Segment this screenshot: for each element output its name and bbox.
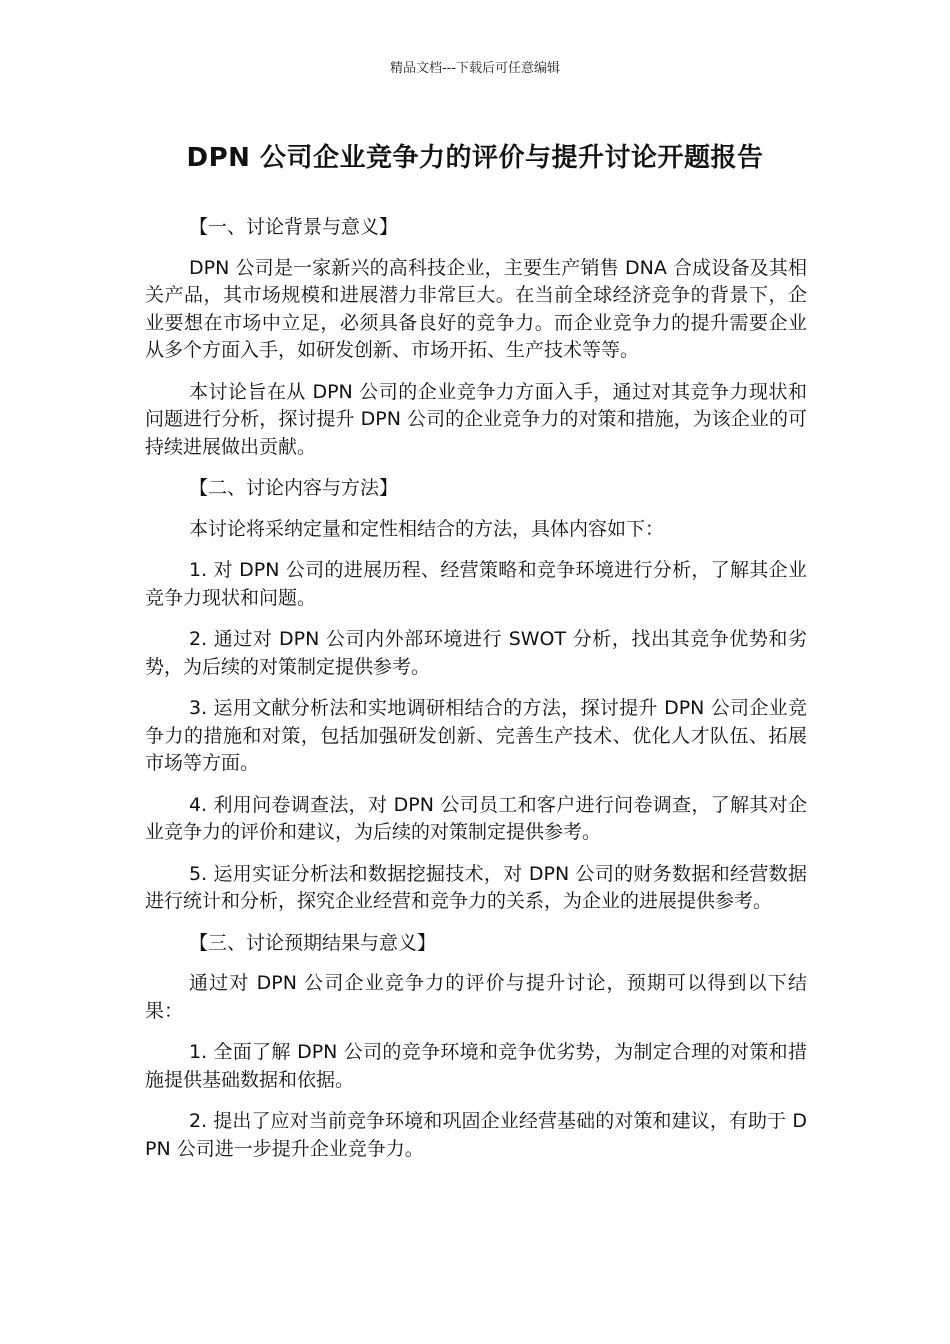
list-item: 1. 全面了解 DPN 公司的竞争环境和竞争优劣势，为制定合理的对策和措施提供基础数据和依据。 bbox=[145, 1041, 807, 1091]
section-heading-content-method: 【二、讨论内容与方法】 bbox=[189, 477, 399, 499]
section-heading-background: 【一、讨论背景与意义】 bbox=[189, 216, 399, 238]
paragraph: 本讨论旨在从 DPN 公司的企业竞争力方面入手，通过对其竞争力现状和问题进行分析，探讨提升 DPN 公司的企业竞争力的对策和措施，为该企业的可持续进展做出贡献。 bbox=[145, 380, 807, 458]
header-note: 精品文档---下载后可任意编辑 bbox=[389, 61, 561, 76]
document-body bbox=[145, 214, 807, 1177]
list-item: 5. 运用实证分析法和数据挖掘技术，对 DPN 公司的财务数据和经营数据进行统计和分析，探究企业经营和竞争力的关系，为企业的进展提供参考。 bbox=[145, 862, 807, 912]
list-item: 2. 通过对 DPN 公司内外部环境进行 SWOT 分析，找出其竞争优势和劣势，为后续的对策制定提供参考。 bbox=[145, 628, 807, 678]
list-item: 3. 运用文献分析法和实地调研相结合的方法，探讨提升 DPN 公司企业竞争力的措施和对策，包括加强研发创新、完善生产技术、优化人才队伍、拓展市场等方面。 bbox=[145, 697, 807, 774]
document-title: DPN 公司企业竞争力的评价与提升讨论开题报告 bbox=[186, 143, 764, 173]
paragraph: DPN 公司是一家新兴的高科技企业，主要生产销售 DNA 合成设备及其相关产品，其市场规模和进展潜力非常巨大。在当前全球经济竞争的背景下，企业要想在市场中立足，必须具备良好的竞争力。而企业竞争力的提升需要企业从多个方面入手，如研发创新、市场开拓、生产技术等等。 bbox=[145, 256, 807, 361]
list-item: 1. 对 DPN 公司的进展历程、经营策略和竞争环境进行分析，了解其企业竞争力现状和问题。 bbox=[145, 559, 807, 609]
section-heading-expected-results: 【三、讨论预期结果与意义】 bbox=[189, 931, 437, 954]
paragraph: 通过对 DPN 公司企业竞争力的评价与提升讨论，预期可以得到以下结果： bbox=[145, 972, 807, 1022]
list-item: 2. 提出了应对当前竞争环境和巩固企业经营基础的对策和建议，有助于 DPN 公司进一步提升企业竞争力。 bbox=[145, 1110, 807, 1160]
paragraph: 本讨论将采纳定量和定性相结合的方法，具体内容如下： bbox=[189, 517, 665, 540]
list-item: 4. 利用问卷调查法，对 DPN 公司员工和客户进行问卷调查，了解其对企业竞争力的评价和建议，为后续的对策制定提供参考。 bbox=[145, 793, 807, 843]
